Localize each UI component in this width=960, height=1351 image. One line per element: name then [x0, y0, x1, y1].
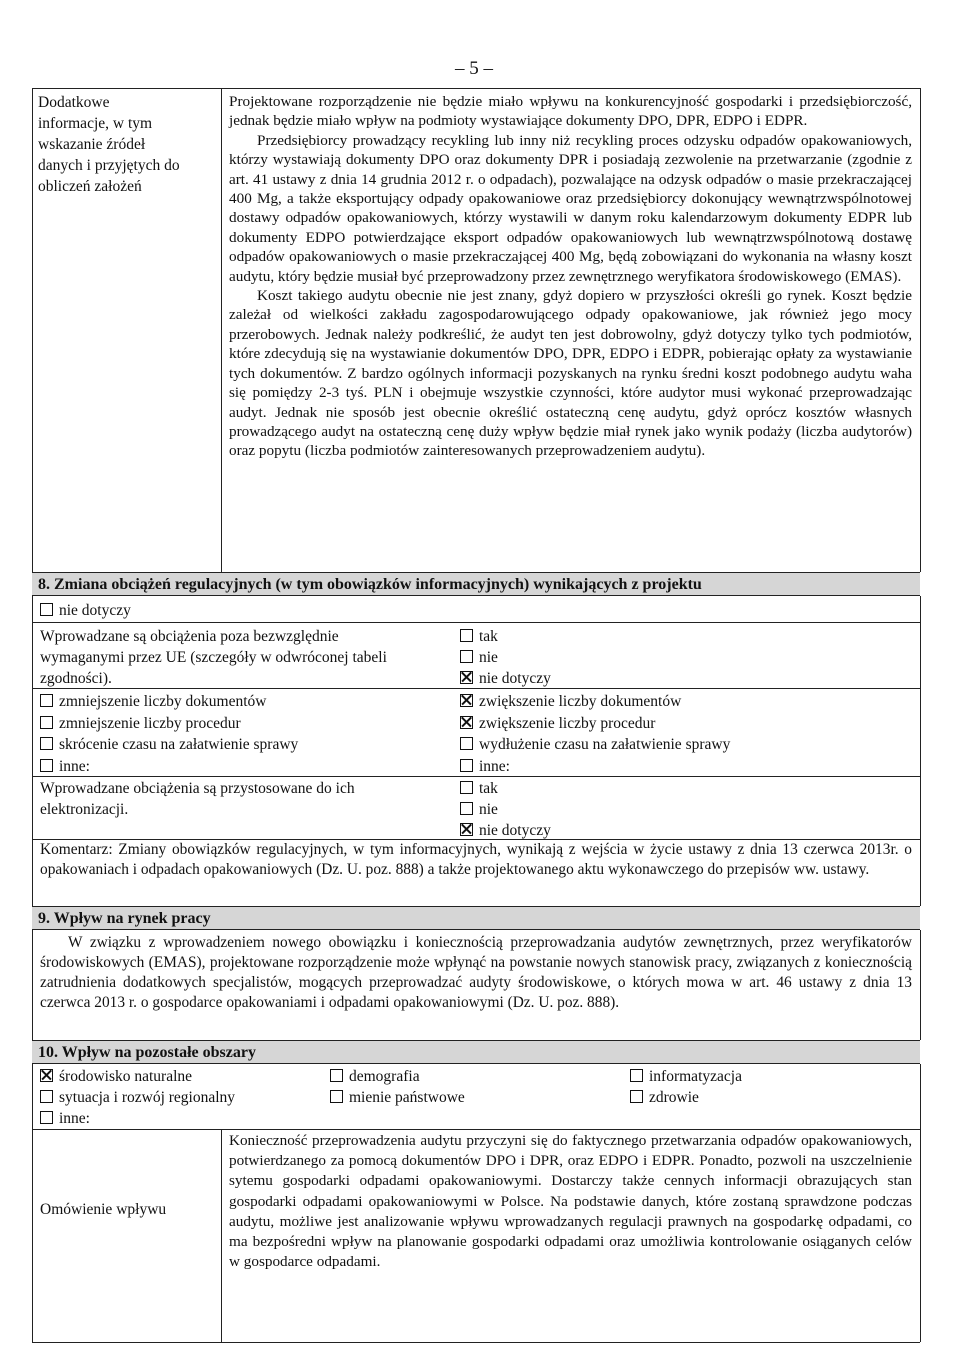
- q2-option-nie-dotyczy[interactable]: nie dotyczy: [460, 820, 551, 841]
- section-8-header: 8. Zmiana obciążeń regulacyjnych (w tym obowiązków informacyjnych) wynikających z projektu: [32, 572, 920, 596]
- option-zmniejszenie-procedur[interactable]: zmniejszenie liczby procedur: [40, 713, 298, 735]
- checkbox-checked[interactable]: [40, 1069, 53, 1082]
- checkbox[interactable]: [40, 1111, 53, 1124]
- checkbox[interactable]: [40, 737, 53, 750]
- option-srodowisko[interactable]: środowisko naturalne: [40, 1066, 235, 1087]
- area-column-2: [330, 1066, 465, 1108]
- q1-question: Wprowadzane są obciążenia poza bezwzględnie wymaganymi przez UE (szczegóły w odwróconej tabeli zgodności).: [40, 628, 387, 687]
- right-burden-options: [460, 691, 730, 777]
- section8-comment: Komentarz: Zmiany obowiązków regulacyjnych, w tym informacyjnych, wynikają z wejścia w życie ustawy z dnia 13 czerwca 2013r. o opakowaniach i odpadach opakowaniowych (Dz. U. poz. 888) a także projektowanego aktu wykonawczego do przepisów ww. ustawy.: [40, 841, 912, 878]
- q2-option-nie[interactable]: nie: [460, 799, 551, 820]
- checkbox[interactable]: [460, 629, 473, 642]
- left-burden-options: [40, 691, 298, 777]
- option-zdrowie[interactable]: zdrowie: [630, 1087, 742, 1108]
- checkbox[interactable]: [40, 716, 53, 729]
- option-wydluzenie-czasu[interactable]: wydłużenie czasu na załatwienie sprawy: [460, 734, 730, 756]
- option-zwiekszenie-procedur[interactable]: zwiększenie liczby procedur: [460, 713, 730, 735]
- section-9-header: 9. Wpływ na rynek pracy: [32, 906, 920, 930]
- checkbox[interactable]: [460, 737, 473, 750]
- area-column-1: [40, 1066, 235, 1129]
- section9-text: W związku z wprowadzeniem nowego obowiązku i koniecznością przeprowadzania audytów zewnętrznych, przez weryfikatorów środowiskowych (EMAS), projektowane rozporządzenie może wpłynąć na powstanie nowych stanowisk pracy, związanych z koniecznością zatrudnienia dodatkowych specjalistów, mogących przeprowadzać audyty środowiskowe, o których mowa w art. 46 ustawy z dnia 13 czerwca 2013 r. o gospodarce opakowaniami i odpadami opakowaniowymi (Dz. U. poz. 888).: [40, 934, 912, 1011]
- paragraph-2: Przedsiębiorcy prowadzący recykling lub inny niż recykling proces odzysku odpadów opakowaniowych, którzy wystawiają dokumenty DPO oraz dokumenty DPR i posiadają zezwolenie na przetwarzanie (zgodnie z art. 41 ustawy z dnia 14 grudnia 2012 r. o odpadach), pozwalające na odzysk odpadów o masie przekraczającej 400 Mg, a także eksportujący odpady opakowaniowe oraz przedsiębiorcy dokonujący wewnątrzwspólnotowej dostawy odpadów opakowaniowych, którzy wystawili w danym roku kalendarzowym dokumenty EDPR lub dokumenty EDPO potwierdzające eksport odpadów opakowaniowych lub wewnątrzwspólnotową dostawę odpadów opakowaniowych o masie przekraczającej 400 Mg, będą zobowiązani do wykonania na własny koszt audytu, który będzie musiał być przeprowadzony przez zewnętrznego weryfikatora środowiskowego (EMAS).: [229, 131, 912, 285]
- option-sytuacja-regionalna[interactable]: sytuacja i rozwój regionalny: [40, 1087, 235, 1108]
- section-10-header: 10. Wpływ na pozostałe obszary: [32, 1040, 920, 1064]
- q2-question: Wprowadzane obciążenia są przystosowane do ich elektronizacji.: [40, 780, 355, 818]
- option-demografia[interactable]: demografia: [330, 1066, 465, 1087]
- option-mienie-panstwowe[interactable]: mienie państwowe: [330, 1087, 465, 1108]
- checkbox[interactable]: [40, 759, 53, 772]
- checkbox[interactable]: [630, 1069, 643, 1082]
- q2-option-tak[interactable]: tak: [460, 778, 551, 799]
- checkbox[interactable]: [630, 1090, 643, 1103]
- checkbox[interactable]: [460, 781, 473, 794]
- q2-options: [460, 778, 551, 841]
- option-inne-left[interactable]: inne:: [40, 756, 298, 778]
- q1-options: [460, 626, 551, 689]
- checkbox-checked[interactable]: [460, 671, 473, 684]
- not-applicable-option[interactable]: nie dotyczy: [40, 601, 131, 621]
- checkbox[interactable]: [460, 650, 473, 663]
- section7-text: [229, 92, 912, 461]
- option-informatyzacja[interactable]: informatyzacja: [630, 1066, 742, 1087]
- q1-option-nie[interactable]: nie: [460, 647, 551, 668]
- option-skrocenie-czasu[interactable]: skrócenie czasu na załatwienie sprawy: [40, 734, 298, 756]
- option-zmniejszenie-dokumentow[interactable]: zmniejszenie liczby dokumentów: [40, 691, 298, 713]
- impact-label: Omówienie wpływu: [40, 1201, 167, 1218]
- q1-option-nie-dotyczy[interactable]: nie dotyczy: [460, 668, 551, 689]
- page-number: – 5 –: [455, 58, 493, 79]
- checkbox[interactable]: [40, 1090, 53, 1103]
- paragraph-3: Koszt takiego audytu obecnie nie jest znany, gdyż dopiero w przyszłości określi go rynek. Koszt będzie zależał od wielkości zakładu zagospodarowującego odpady opakowaniowe, jak również jego mocy przerobowych. Jednak należy podkreślić, że audyt ten jest dobrowolny, gdyż dotyczy tylko tych podmiotów, które zdecydują się na wystawianie dokumentów DPO, DPR, EDPO i EDPR, pobierając opłaty za wystawianie tych dokumentów. Z bardzo ogólnych informacji pozyskanych na rynku średni koszt podobnego audytu waha się pomiędzy 2-3 tyś. PLN i obejmuje wszystkie czynności, które audytor musi wykonać przeprowadzając audyt. Jednak nie sposób jest obecnie określić ostateczną cenę audytu, gdyż oprócz kosztów własnych prowadzącego audyt na ostateczną cenę duży wpływ będzie miał rynek jako wynik podaży (liczba audytorów) oraz popytu (liczba podmiotów zainteresowanych przeprowadzeniem audytu).: [229, 287, 912, 460]
- checkbox-checked[interactable]: [460, 716, 473, 729]
- checkbox[interactable]: [460, 759, 473, 772]
- checkbox-checked[interactable]: [460, 823, 473, 836]
- option-zwiekszenie-dokumentow[interactable]: zwiększenie liczby dokumentów: [460, 691, 730, 713]
- checkbox[interactable]: [330, 1069, 343, 1082]
- checkbox[interactable]: [40, 603, 53, 616]
- checkbox[interactable]: [40, 694, 53, 707]
- q1-option-tak[interactable]: tak: [460, 626, 551, 647]
- checkbox-checked[interactable]: [460, 694, 473, 707]
- area-column-3: [630, 1066, 742, 1108]
- option-inne-areas[interactable]: inne:: [40, 1108, 235, 1129]
- option-inne-right[interactable]: inne:: [460, 756, 730, 778]
- checkbox[interactable]: [330, 1090, 343, 1103]
- impact-text: Konieczność przeprowadzenia audytu przyczyni się do faktycznego przetwarzania odpadów opakowaniowych, potwierdzanego za pomocą dokumentów DPO i DPR, oraz EDPO i EDPR. Ponadto, pozwoli na uszczelnienie sytemu gospodarki odpadami opakowaniowymi. Dostarczy także cennych informacji obrazujących stan gospodarki odpadami opakowaniowymi w Polsce. Na podstawie danych, które zostaną sprawdzone podczas audytu, możliwe jest analizowanie wpływu wprowadzanych regulacji prawnych na gospodarkę odpadami, co ma bezpośredni wpływ na planowanie gospodarki odpadami oraz umożliwia kontrolowanie osiąganych celów w gospodarce odpadami.: [229, 1132, 912, 1271]
- paragraph-1: Projektowane rozporządzenie nie będzie miało wpływu na konkurencyjność gospodarki i przedsiębiorczość, jednak będzie miało wpływ na podmioty wystawiające dokumenty DPO, DPR, EDPO i EDPR.: [229, 93, 912, 130]
- section7-left-label: Dodatkowe informacje, w tym wskazanie źródeł danych i przyjętych do obliczeń założeń: [38, 94, 180, 195]
- checkbox[interactable]: [460, 802, 473, 815]
